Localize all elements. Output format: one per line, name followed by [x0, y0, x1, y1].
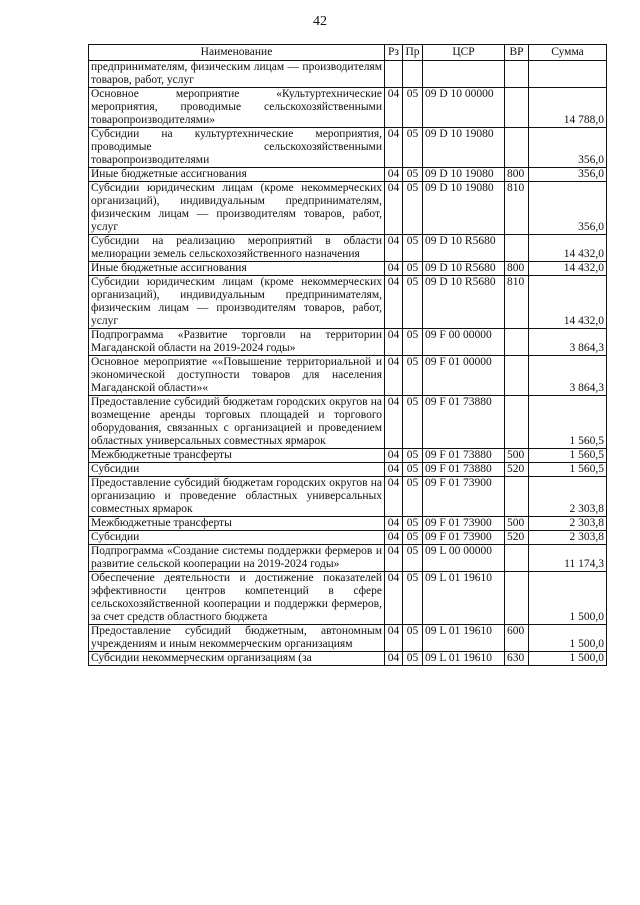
cell-pr: 05 — [403, 477, 423, 517]
header-sum: Сумма — [529, 45, 607, 61]
cell-pr: 05 — [403, 88, 423, 128]
cell-sum: 3 864,3 — [529, 356, 607, 396]
cell-csr: 09 F 01 73900 — [423, 477, 505, 517]
cell-rz: 04 — [385, 449, 403, 463]
cell-csr: 09 D 10 R5680 — [423, 276, 505, 329]
table-row — [89, 61, 607, 88]
table-row — [89, 572, 607, 625]
cell-vr — [505, 235, 529, 262]
cell-sum: 1 560,5 — [529, 449, 607, 463]
cell-name: Межбюджетные трансферты — [89, 517, 385, 531]
header-row — [89, 45, 607, 61]
cell-csr: 09 F 01 73900 — [423, 531, 505, 545]
cell-sum: 11 174,3 — [529, 545, 607, 572]
table-row — [89, 276, 607, 329]
table-row — [89, 182, 607, 235]
table-row — [89, 88, 607, 128]
cell-sum: 3 864,3 — [529, 329, 607, 356]
cell-sum: 14 432,0 — [529, 235, 607, 262]
cell-csr: 09 F 00 00000 — [423, 329, 505, 356]
table-row — [89, 531, 607, 545]
header-rz: Рз — [385, 45, 403, 61]
cell-pr: 05 — [403, 625, 423, 652]
cell-name: Подпрограмма «Развитие торговли на территории Магаданской области на 2019-2024 годы» — [89, 329, 385, 356]
cell-sum: 356,0 — [529, 168, 607, 182]
cell-csr: 09 L 00 00000 — [423, 545, 505, 572]
cell-pr: 05 — [403, 572, 423, 625]
header-pr: Пр — [403, 45, 423, 61]
cell-name: Субсидии юридическим лицам (кроме некоммерческих организаций), индивидуальным предпринимателям, физическим лицам — производителям товаров, работ, услуг — [89, 182, 385, 235]
header-name: Наименование — [89, 45, 385, 61]
cell-csr: 09 D 10 19080 — [423, 168, 505, 182]
cell-vr: 630 — [505, 652, 529, 666]
cell-sum — [529, 61, 607, 88]
cell-vr: 500 — [505, 449, 529, 463]
table-row — [89, 652, 607, 666]
cell-rz: 04 — [385, 128, 403, 168]
cell-sum: 2 303,8 — [529, 477, 607, 517]
cell-csr: 09 F 01 73880 — [423, 463, 505, 477]
cell-sum: 1 560,5 — [529, 463, 607, 477]
cell-vr — [505, 572, 529, 625]
cell-rz: 04 — [385, 168, 403, 182]
cell-sum: 356,0 — [529, 128, 607, 168]
table-row — [89, 449, 607, 463]
table-row — [89, 396, 607, 449]
cell-pr — [403, 61, 423, 88]
cell-vr — [505, 61, 529, 88]
cell-csr: 09 D 10 00000 — [423, 88, 505, 128]
cell-name: Иные бюджетные ассигнования — [89, 168, 385, 182]
cell-pr: 05 — [403, 182, 423, 235]
budget-table — [88, 44, 607, 666]
cell-rz: 04 — [385, 652, 403, 666]
cell-rz: 04 — [385, 396, 403, 449]
table-row — [89, 329, 607, 356]
cell-pr: 05 — [403, 531, 423, 545]
cell-rz: 04 — [385, 329, 403, 356]
cell-pr: 05 — [403, 517, 423, 531]
table-row — [89, 168, 607, 182]
cell-pr: 05 — [403, 235, 423, 262]
cell-rz: 04 — [385, 463, 403, 477]
cell-csr: 09 L 01 19610 — [423, 625, 505, 652]
cell-rz: 04 — [385, 517, 403, 531]
cell-sum: 1 500,0 — [529, 652, 607, 666]
cell-pr: 05 — [403, 449, 423, 463]
cell-pr: 05 — [403, 545, 423, 572]
cell-rz — [385, 61, 403, 88]
table-row — [89, 477, 607, 517]
cell-vr — [505, 396, 529, 449]
cell-vr: 520 — [505, 463, 529, 477]
cell-rz: 04 — [385, 572, 403, 625]
cell-sum: 14 432,0 — [529, 262, 607, 276]
cell-rz: 04 — [385, 88, 403, 128]
cell-pr: 05 — [403, 276, 423, 329]
cell-csr: 09 F 01 00000 — [423, 356, 505, 396]
cell-pr: 05 — [403, 652, 423, 666]
table-row — [89, 517, 607, 531]
cell-csr: 09 L 01 19610 — [423, 572, 505, 625]
table-row — [89, 128, 607, 168]
cell-vr — [505, 545, 529, 572]
cell-vr: 800 — [505, 168, 529, 182]
table-row — [89, 545, 607, 572]
table-row — [89, 625, 607, 652]
page-number: 42 — [313, 14, 327, 29]
cell-csr: 09 L 01 19610 — [423, 652, 505, 666]
cell-vr: 810 — [505, 276, 529, 329]
table-body — [89, 61, 607, 666]
cell-pr: 05 — [403, 262, 423, 276]
cell-pr: 05 — [403, 329, 423, 356]
cell-vr: 520 — [505, 531, 529, 545]
cell-pr: 05 — [403, 356, 423, 396]
cell-name: Предоставление субсидий бюджетам городских округов на возмещение аренды торговых площадей и торгового оборудования, связанных с организацией и проведением областных универсальных совместных ярмарок — [89, 396, 385, 449]
table-row — [89, 235, 607, 262]
cell-rz: 04 — [385, 182, 403, 235]
cell-rz: 04 — [385, 477, 403, 517]
cell-rz: 04 — [385, 276, 403, 329]
cell-sum: 1 500,0 — [529, 572, 607, 625]
table-row — [89, 262, 607, 276]
cell-name: предпринимателям, физическим лицам — производителям товаров, работ, услуг — [89, 61, 385, 88]
cell-sum: 2 303,8 — [529, 531, 607, 545]
cell-csr — [423, 61, 505, 88]
cell-sum: 1 560,5 — [529, 396, 607, 449]
cell-csr: 09 D 10 19080 — [423, 182, 505, 235]
cell-pr: 05 — [403, 168, 423, 182]
cell-vr: 810 — [505, 182, 529, 235]
cell-name: Межбюджетные трансферты — [89, 449, 385, 463]
cell-vr — [505, 128, 529, 168]
cell-name: Субсидии некоммерческим организациям (за — [89, 652, 385, 666]
cell-name: Субсидии — [89, 531, 385, 545]
cell-vr — [505, 88, 529, 128]
cell-name: Субсидии юридическим лицам (кроме некоммерческих организаций), индивидуальным предпринимателям, физическим лицам — производителям товаров, работ, услуг — [89, 276, 385, 329]
cell-sum: 2 303,8 — [529, 517, 607, 531]
table-header — [89, 45, 607, 61]
cell-csr: 09 F 01 73880 — [423, 449, 505, 463]
cell-name: Иные бюджетные ассигнования — [89, 262, 385, 276]
cell-sum: 1 500,0 — [529, 625, 607, 652]
cell-sum: 356,0 — [529, 182, 607, 235]
cell-sum: 14 432,0 — [529, 276, 607, 329]
cell-sum: 14 788,0 — [529, 88, 607, 128]
cell-rz: 04 — [385, 356, 403, 396]
cell-name: Субсидии на реализацию мероприятий в области мелиорации земель сельскохозяйственного назначения — [89, 235, 385, 262]
header-csr: ЦСР — [423, 45, 505, 61]
cell-name: Основное мероприятие ««Повышение территориальной и экономической доступности товаров для населения Магаданской области»« — [89, 356, 385, 396]
cell-name: Субсидии — [89, 463, 385, 477]
cell-vr: 600 — [505, 625, 529, 652]
cell-name: Субсидии на культуртехнические мероприятия, проводимые сельскохозяйственными товаропроизводителями — [89, 128, 385, 168]
table-row — [89, 356, 607, 396]
cell-name: Основное мероприятие «Культуртехнические мероприятия, проводимые сельскохозяйственными товаропроизводителями» — [89, 88, 385, 128]
cell-rz: 04 — [385, 531, 403, 545]
cell-rz: 04 — [385, 235, 403, 262]
cell-vr — [505, 477, 529, 517]
cell-name: Предоставление субсидий бюджетам городских округов на организацию и проведение областных универсальных совместных ярмарок — [89, 477, 385, 517]
cell-name: Предоставление субсидий бюджетным, автономным учреждениям и иным некоммерческим организациям — [89, 625, 385, 652]
cell-csr: 09 D 10 19080 — [423, 128, 505, 168]
cell-rz: 04 — [385, 545, 403, 572]
table-row — [89, 463, 607, 477]
cell-pr: 05 — [403, 463, 423, 477]
cell-pr: 05 — [403, 396, 423, 449]
cell-vr: 500 — [505, 517, 529, 531]
cell-csr: 09 F 01 73900 — [423, 517, 505, 531]
header-vr: ВР — [505, 45, 529, 61]
cell-pr: 05 — [403, 128, 423, 168]
cell-csr: 09 F 01 73880 — [423, 396, 505, 449]
cell-rz: 04 — [385, 262, 403, 276]
cell-vr — [505, 329, 529, 356]
cell-name: Обеспечение деятельности и достижение показателей эффективности центров компетенций в сфере сельскохозяйственной кооперации и поддержки фермеров, за счет средств областного бюджета — [89, 572, 385, 625]
cell-rz: 04 — [385, 625, 403, 652]
cell-vr: 800 — [505, 262, 529, 276]
cell-csr: 09 D 10 R5680 — [423, 262, 505, 276]
cell-csr: 09 D 10 R5680 — [423, 235, 505, 262]
cell-vr — [505, 356, 529, 396]
cell-name: Подпрограмма «Создание системы поддержки фермеров и развитие сельской кооперации на 2019-2024 годы» — [89, 545, 385, 572]
